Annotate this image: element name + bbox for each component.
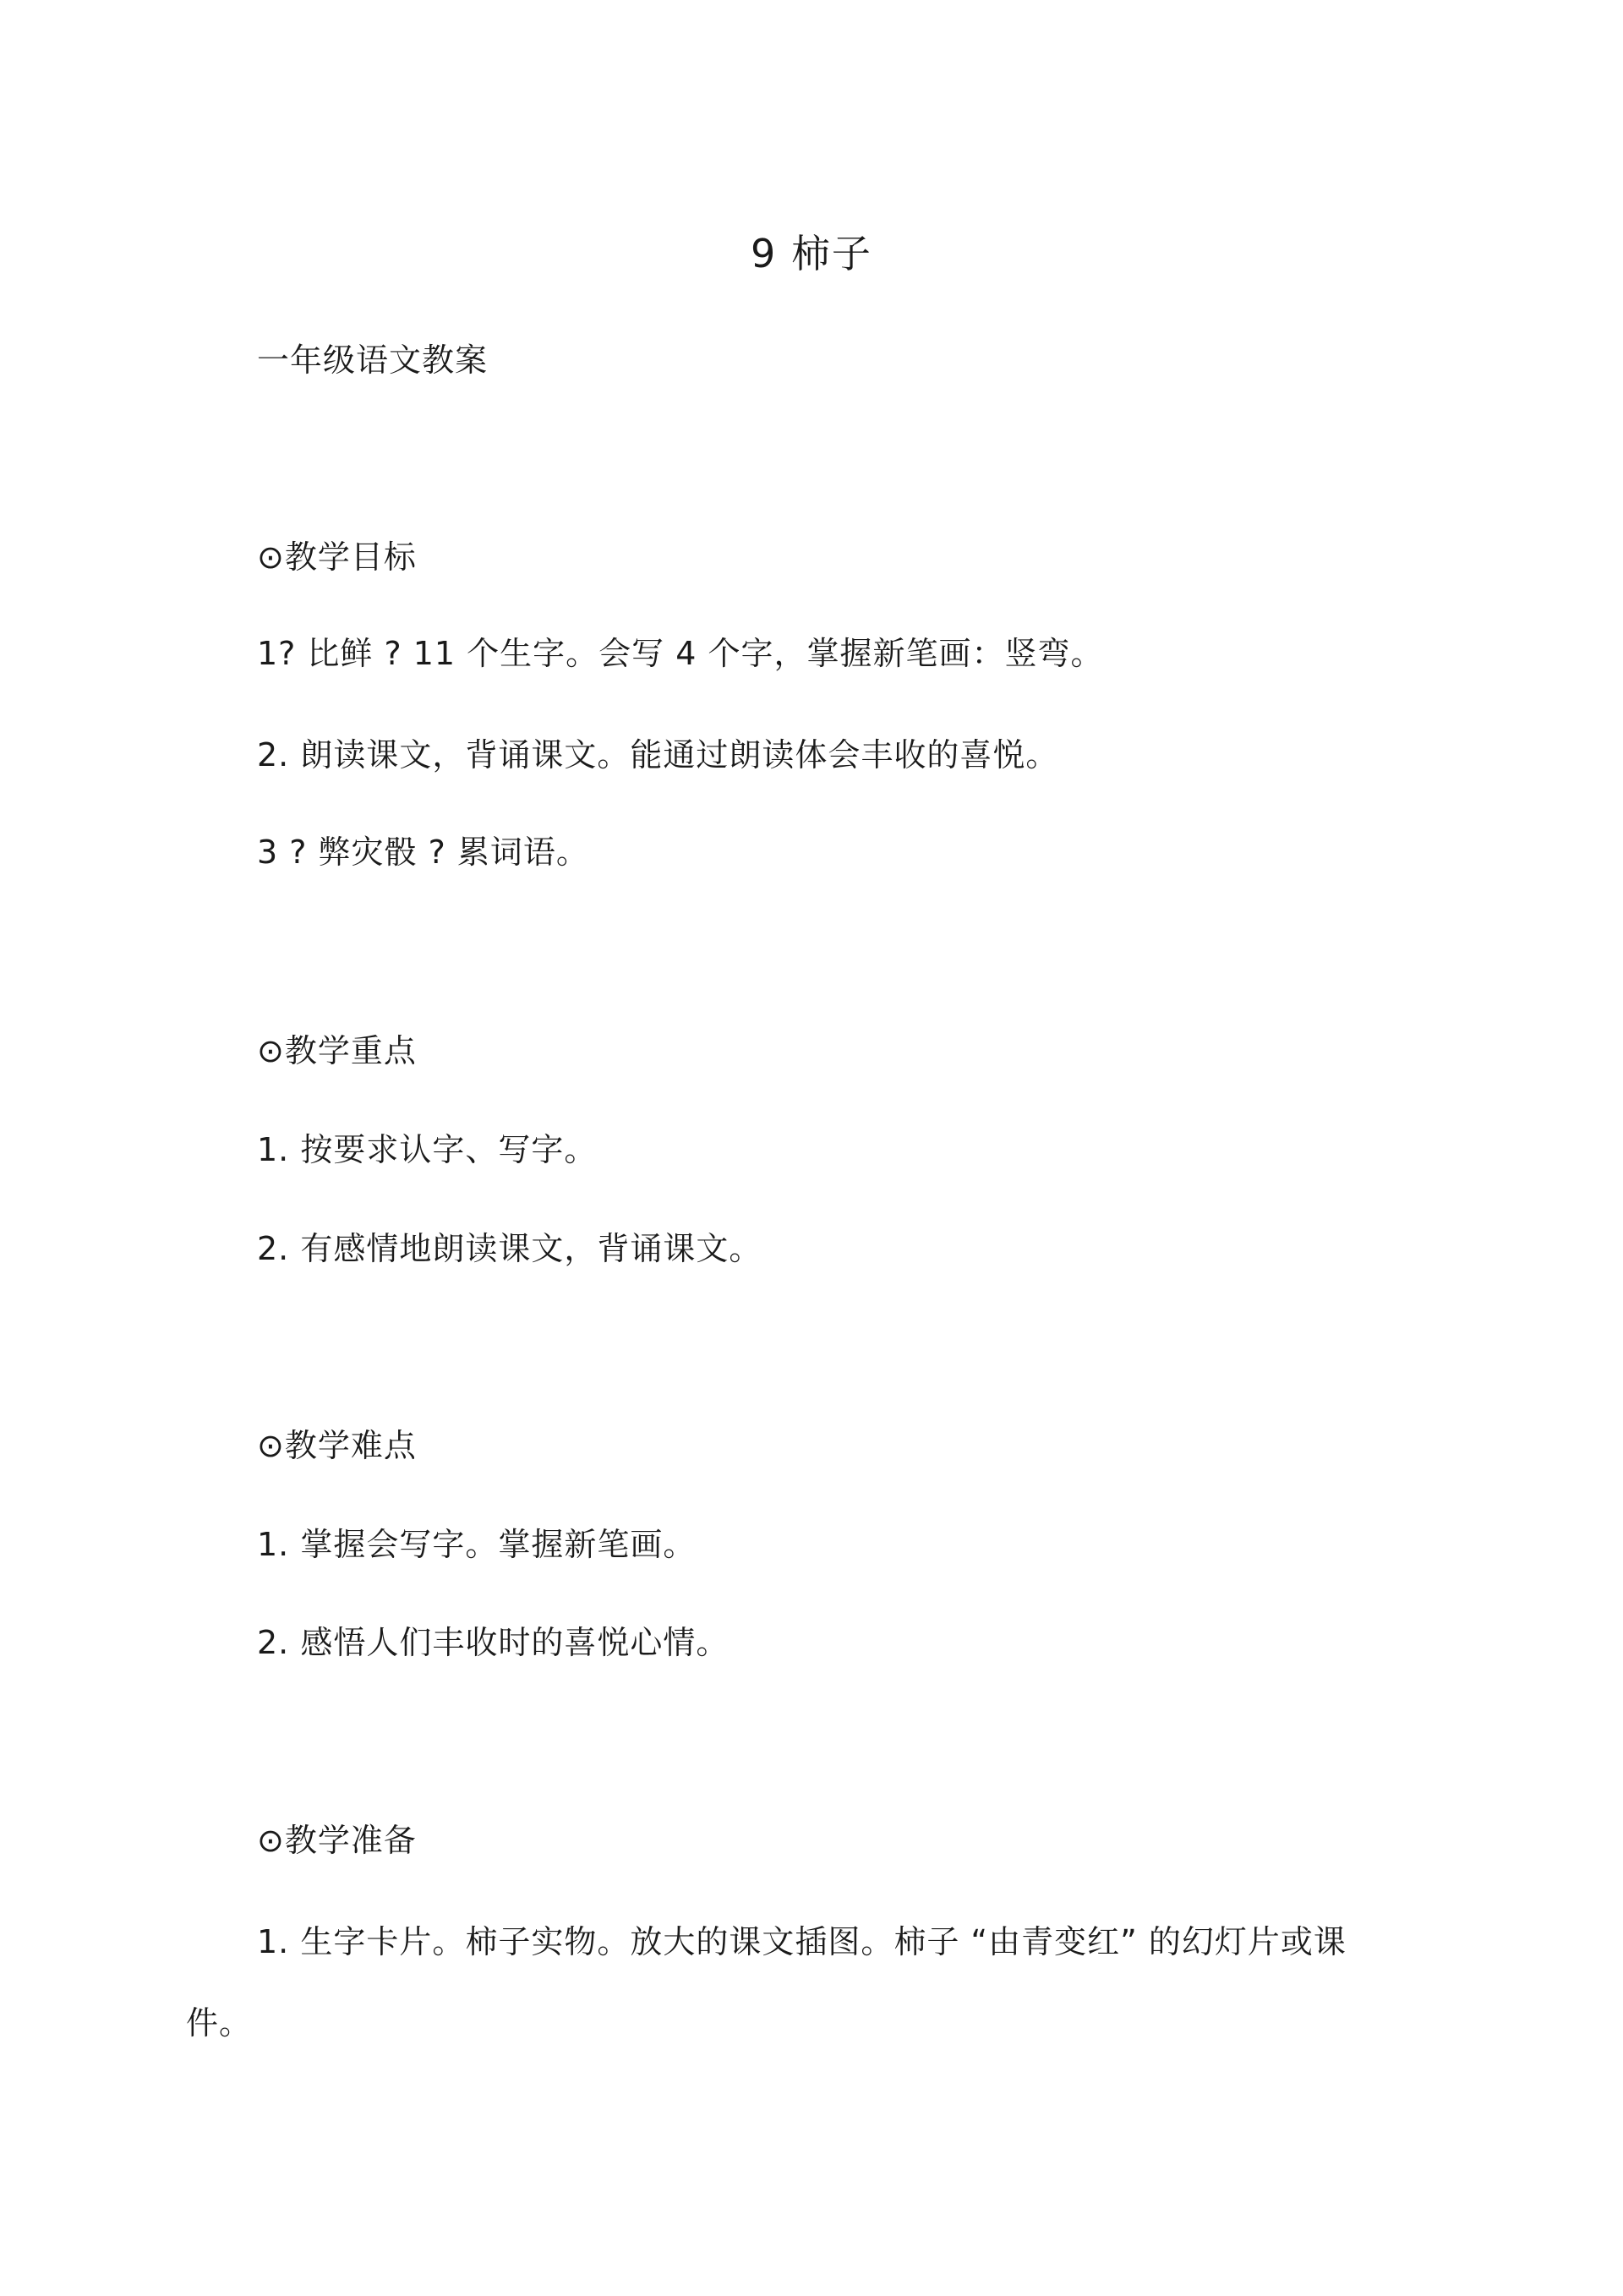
list-item: 1. 生字卡片。柿子实物。放大的课文插图。柿子 “由青变红” 的幻灯片或课 xyxy=(257,1923,1347,1960)
section-heading: ⊙教学重点 xyxy=(257,1032,417,1069)
section-heading: ⊙教学目标 xyxy=(257,538,417,576)
list-item: 2. 感悟人们丰收时的喜悦心情。 xyxy=(257,1624,730,1661)
section-heading: ⊙教学准备 xyxy=(257,1822,417,1859)
list-item: 2. 朗读课文，背诵课文。能通过朗读体会丰收的喜悦。 xyxy=(257,736,1059,774)
list-item: 2. 有感情地朗读课文，背诵课文。 xyxy=(257,1230,762,1267)
list-item: 1. 掌握会写字。掌握新笔画。 xyxy=(257,1526,697,1563)
list-item-continuation: 件。 xyxy=(186,2004,253,2042)
list-item: 1? 比鲜 ? 11 个生字。会写 4 个字，掌握新笔画：竖弯。 xyxy=(257,635,1104,672)
document-title: 9 柿子 xyxy=(751,231,872,276)
list-item: 1. 按要求认字、写字。 xyxy=(257,1131,598,1168)
section-heading: ⊙教学难点 xyxy=(257,1427,417,1464)
list-item: 3 ? 弊灾骰 ? 累词语。 xyxy=(257,834,589,871)
document-subtitle: 一年级语文教案 xyxy=(257,342,489,379)
